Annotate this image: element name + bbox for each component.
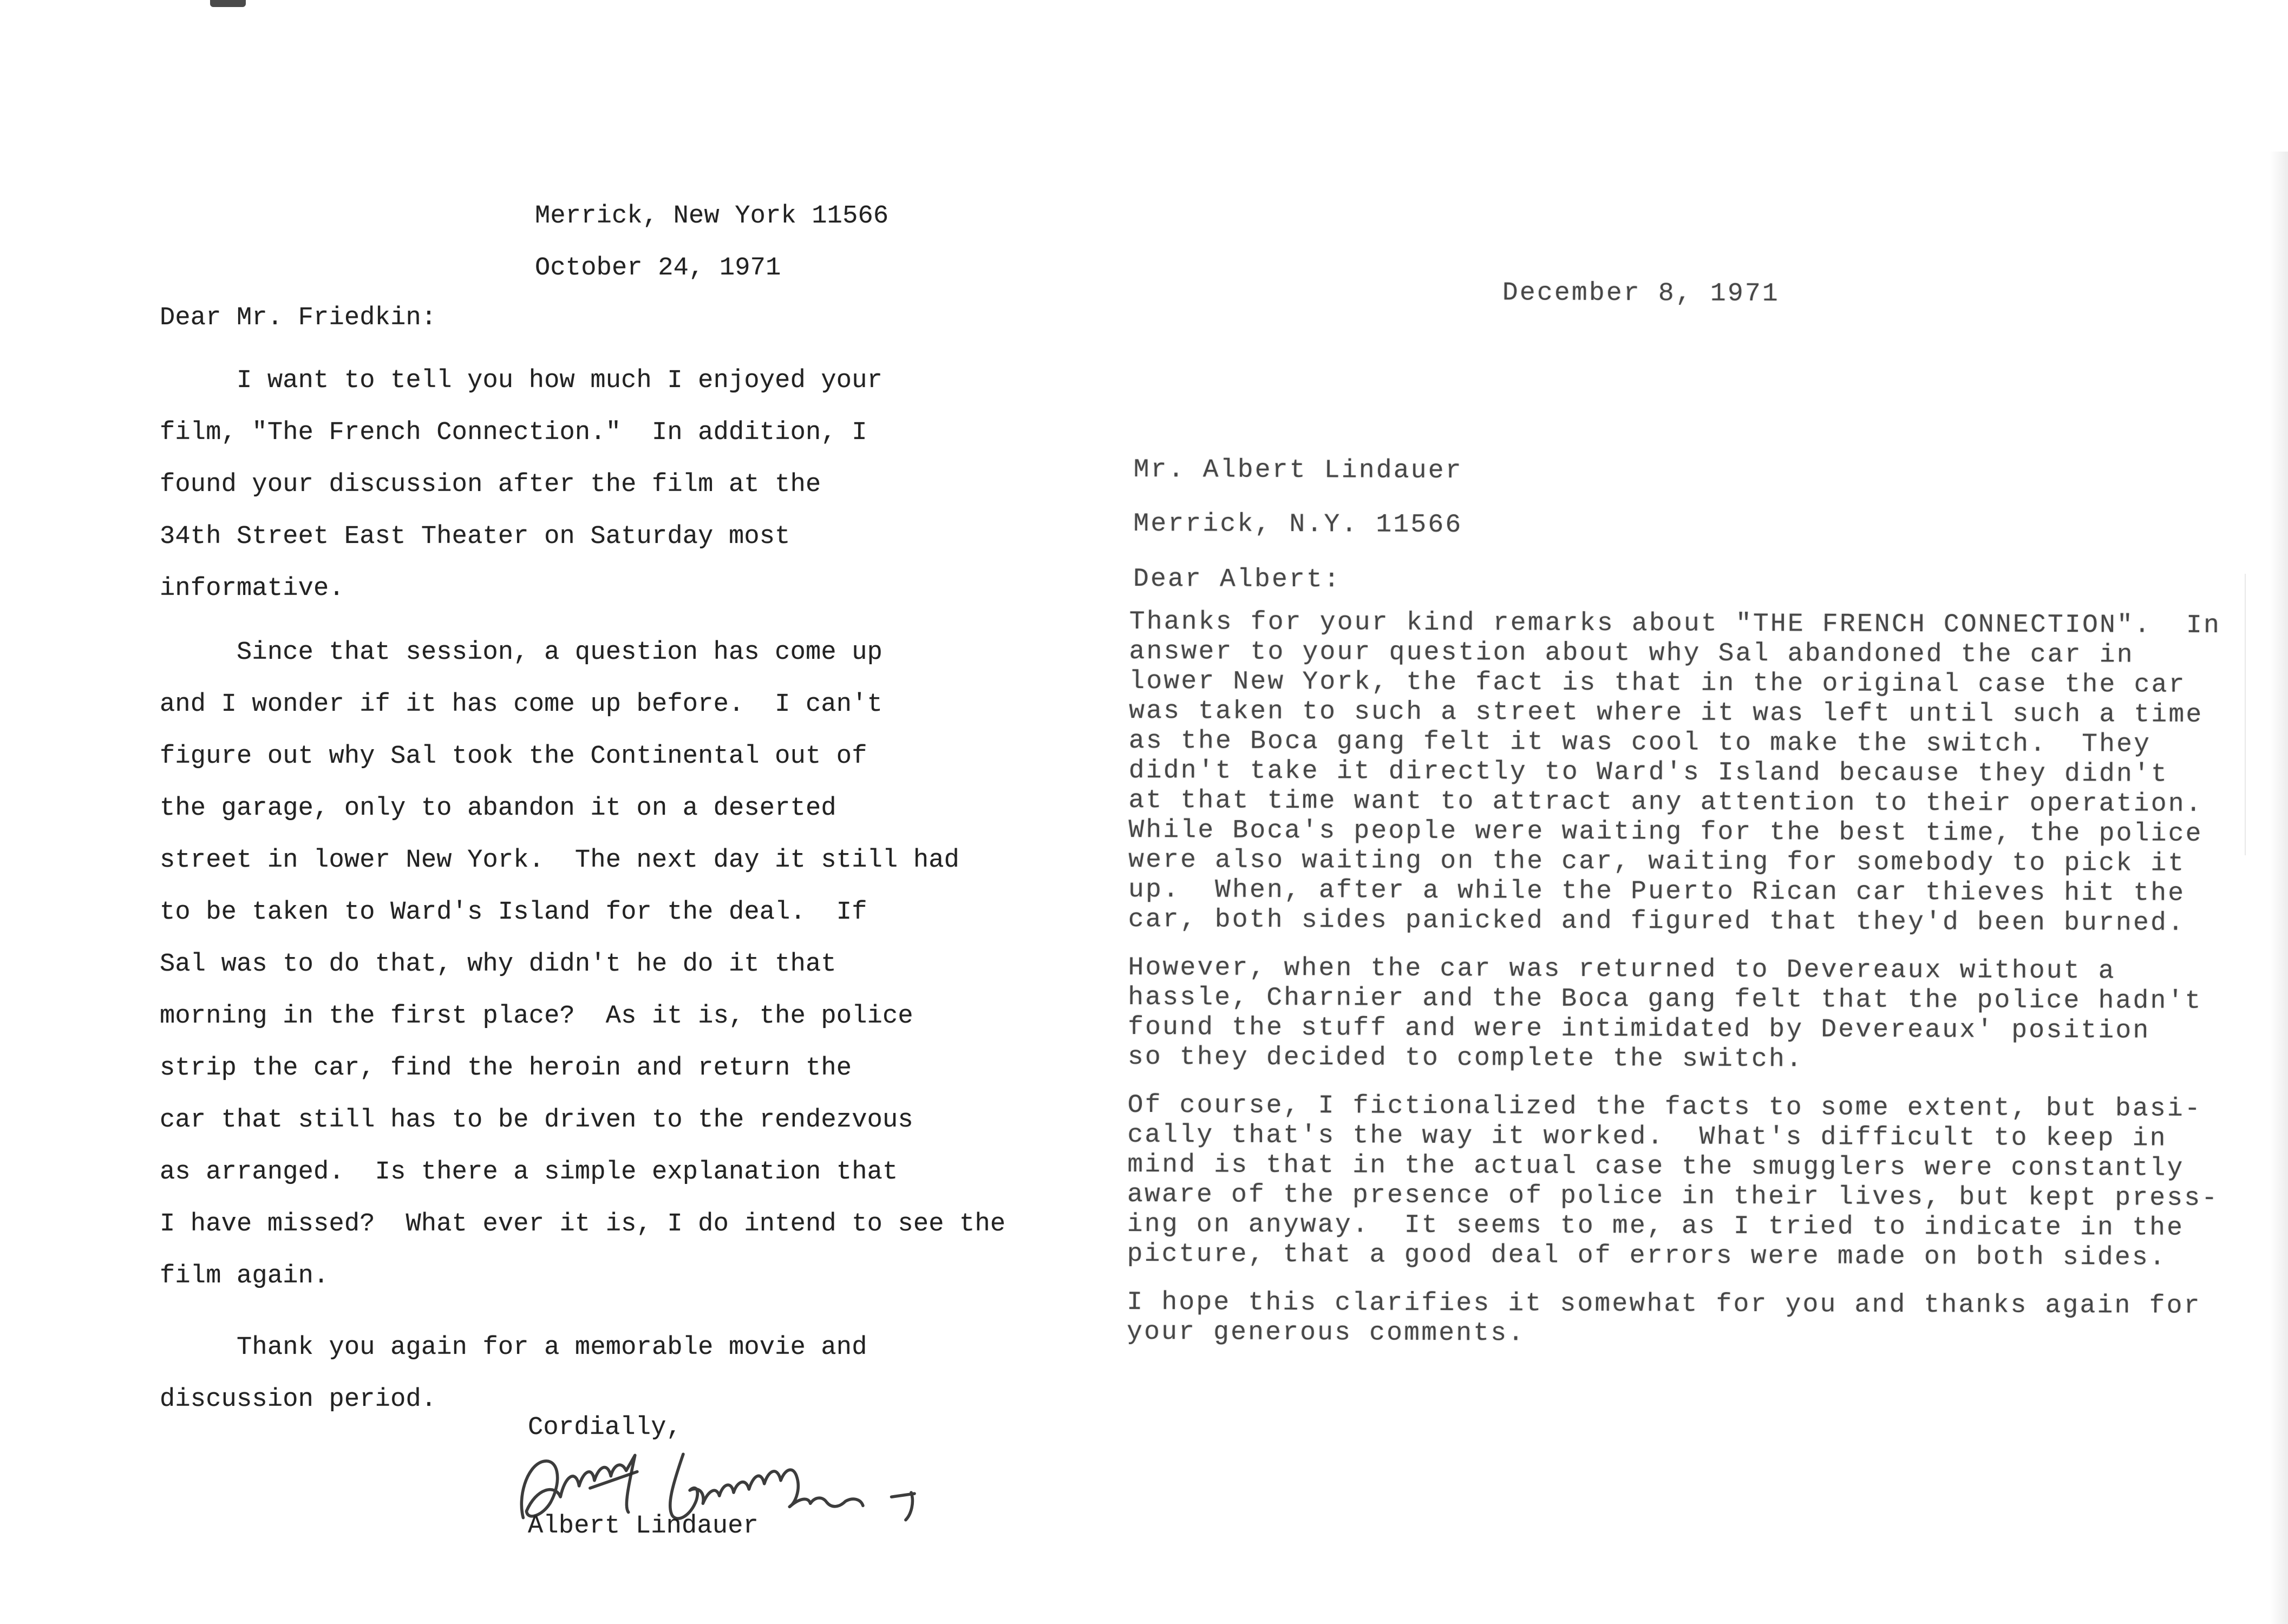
letter-right-recipient-address xyxy=(1133,443,1463,552)
text-line: Albert Lindauer xyxy=(528,1512,759,1541)
letter-left-body xyxy=(160,344,1005,1426)
text-line: Since that session, a question has come up xyxy=(160,638,883,667)
letter-left-paragraph-2 xyxy=(160,627,1005,1302)
text-line: was taken to such a street where it was left until such a time xyxy=(1129,696,2204,730)
letter-right-paragraph-3 xyxy=(1127,1091,2219,1273)
text-line: as arranged. Is there a simple explanation that xyxy=(160,1158,898,1187)
text-line: were also waiting on the car, waiting for somebody to pick it xyxy=(1128,845,2186,879)
text-line: Dear Albert: xyxy=(1133,564,1342,595)
text-line: picture, that a good deal of errors were made on both sides. xyxy=(1127,1239,2167,1273)
text-line: 34th Street East Theater on Saturday most xyxy=(160,522,790,551)
text-line: found your discussion after the film at the xyxy=(160,470,821,499)
text-line: I want to tell you how much I enjoyed your xyxy=(160,366,883,395)
letter-right-paragraph-1 xyxy=(1128,607,2221,939)
scan-artifact-right-band xyxy=(2270,152,2288,1624)
text-line: car, both sides panicked and figured that they'd been burned. xyxy=(1128,905,2186,938)
text-line: film again. xyxy=(160,1262,329,1291)
text-line: Thanks for your kind remarks about "THE FRENCH CONNECTION". In xyxy=(1129,607,2221,640)
text-line: cally that's the way it worked. What's difficult to keep in xyxy=(1127,1120,2167,1154)
text-line: I have missed? What ever it is, I do intend to see the xyxy=(160,1210,1006,1239)
text-line: the garage, only to abandon it on a deserted xyxy=(160,794,836,823)
letter-right-date xyxy=(1502,278,1780,309)
text-line: Merrick, New York 11566 xyxy=(535,202,889,231)
text-line: lower New York, the fact is that in the original case the car xyxy=(1129,666,2186,700)
text-line: hassle, Charnier and the Boca gang felt that the police hadn't xyxy=(1128,983,2202,1016)
letter-left-paragraph-1 xyxy=(160,355,1005,615)
text-line: October 24, 1971 xyxy=(535,254,781,283)
text-line: I hope this clarifies it somewhat for you and thanks again for xyxy=(1127,1287,2201,1321)
text-line: Mr. Albert Lindauer xyxy=(1133,455,1463,486)
text-line: answer to your question about why Sal abandoned the car in xyxy=(1129,637,2134,670)
text-line: strip the car, find the heroin and return the xyxy=(160,1054,852,1083)
letter-left-heading xyxy=(535,191,888,294)
text-line: as the Boca gang felt it was cool to make the switch. They xyxy=(1128,726,2152,759)
text-line: at that time want to attract any attention to their operation. xyxy=(1128,785,2203,819)
text-line: to be taken to Ward's Island for the deal. If xyxy=(160,898,867,927)
text-line: Dear Mr. Friedkin: xyxy=(160,304,437,332)
text-line: aware of the presence of police in their lives, but kept press- xyxy=(1127,1180,2219,1213)
text-line: found the stuff and were intimidated by Devereaux' position xyxy=(1128,1012,2150,1046)
scan-artifact-top-tick xyxy=(210,0,246,7)
text-line: and I wonder if it has come up before. I can't xyxy=(160,690,883,719)
letter-left-typed-name xyxy=(528,1501,759,1553)
text-line: discussion period. xyxy=(160,1385,437,1414)
letter-right-salutation xyxy=(1133,552,1341,607)
text-line: ing on anyway. It seems to me, as I tried to indicate in the xyxy=(1127,1209,2185,1243)
text-line: figure out why Sal took the Continental out of xyxy=(160,742,867,771)
text-line: informative. xyxy=(160,574,344,603)
text-line: Of course, I fictionalized the facts to some extent, but basi- xyxy=(1127,1090,2202,1124)
text-line: didn't take it directly to Ward's Island because they didn't xyxy=(1128,756,2169,789)
text-line: car that still has to be driven to the rendezvous xyxy=(160,1106,913,1135)
text-line: Cordially, xyxy=(528,1413,682,1442)
letter-right-body xyxy=(1127,607,2221,1351)
letter-left-salutation xyxy=(160,292,436,344)
text-line: Thank you again for a memorable movie and xyxy=(160,1333,867,1362)
text-line: While Boca's people were waiting for the best time, the police xyxy=(1128,815,2203,849)
letter-right-paragraph-2 xyxy=(1128,953,2220,1076)
text-line: up. When, after a while the Puerto Rican car thieves hit the xyxy=(1128,875,2186,908)
text-line: December 8, 1971 xyxy=(1502,278,1780,309)
text-line: mind is that in the actual case the smugglers were constantly xyxy=(1127,1150,2185,1183)
scan-artifact-right-line xyxy=(2245,574,2246,855)
text-line: street in lower New York. The next day it still had xyxy=(160,846,960,875)
text-line: film, "The French Connection." In addition, I xyxy=(160,418,867,447)
text-line: your generous comments. xyxy=(1127,1317,1526,1348)
text-line: so they decided to complete the switch. xyxy=(1127,1042,1804,1075)
text-line: However, when the car was returned to Devereaux without a xyxy=(1128,953,2116,986)
text-line: morning in the first place? As it is, the police xyxy=(160,1002,913,1031)
text-line: Merrick, N.Y. 11566 xyxy=(1133,509,1463,540)
text-line: Sal was to do that, why didn't he do it that xyxy=(160,950,836,979)
letter-right-paragraph-4 xyxy=(1127,1288,2219,1351)
